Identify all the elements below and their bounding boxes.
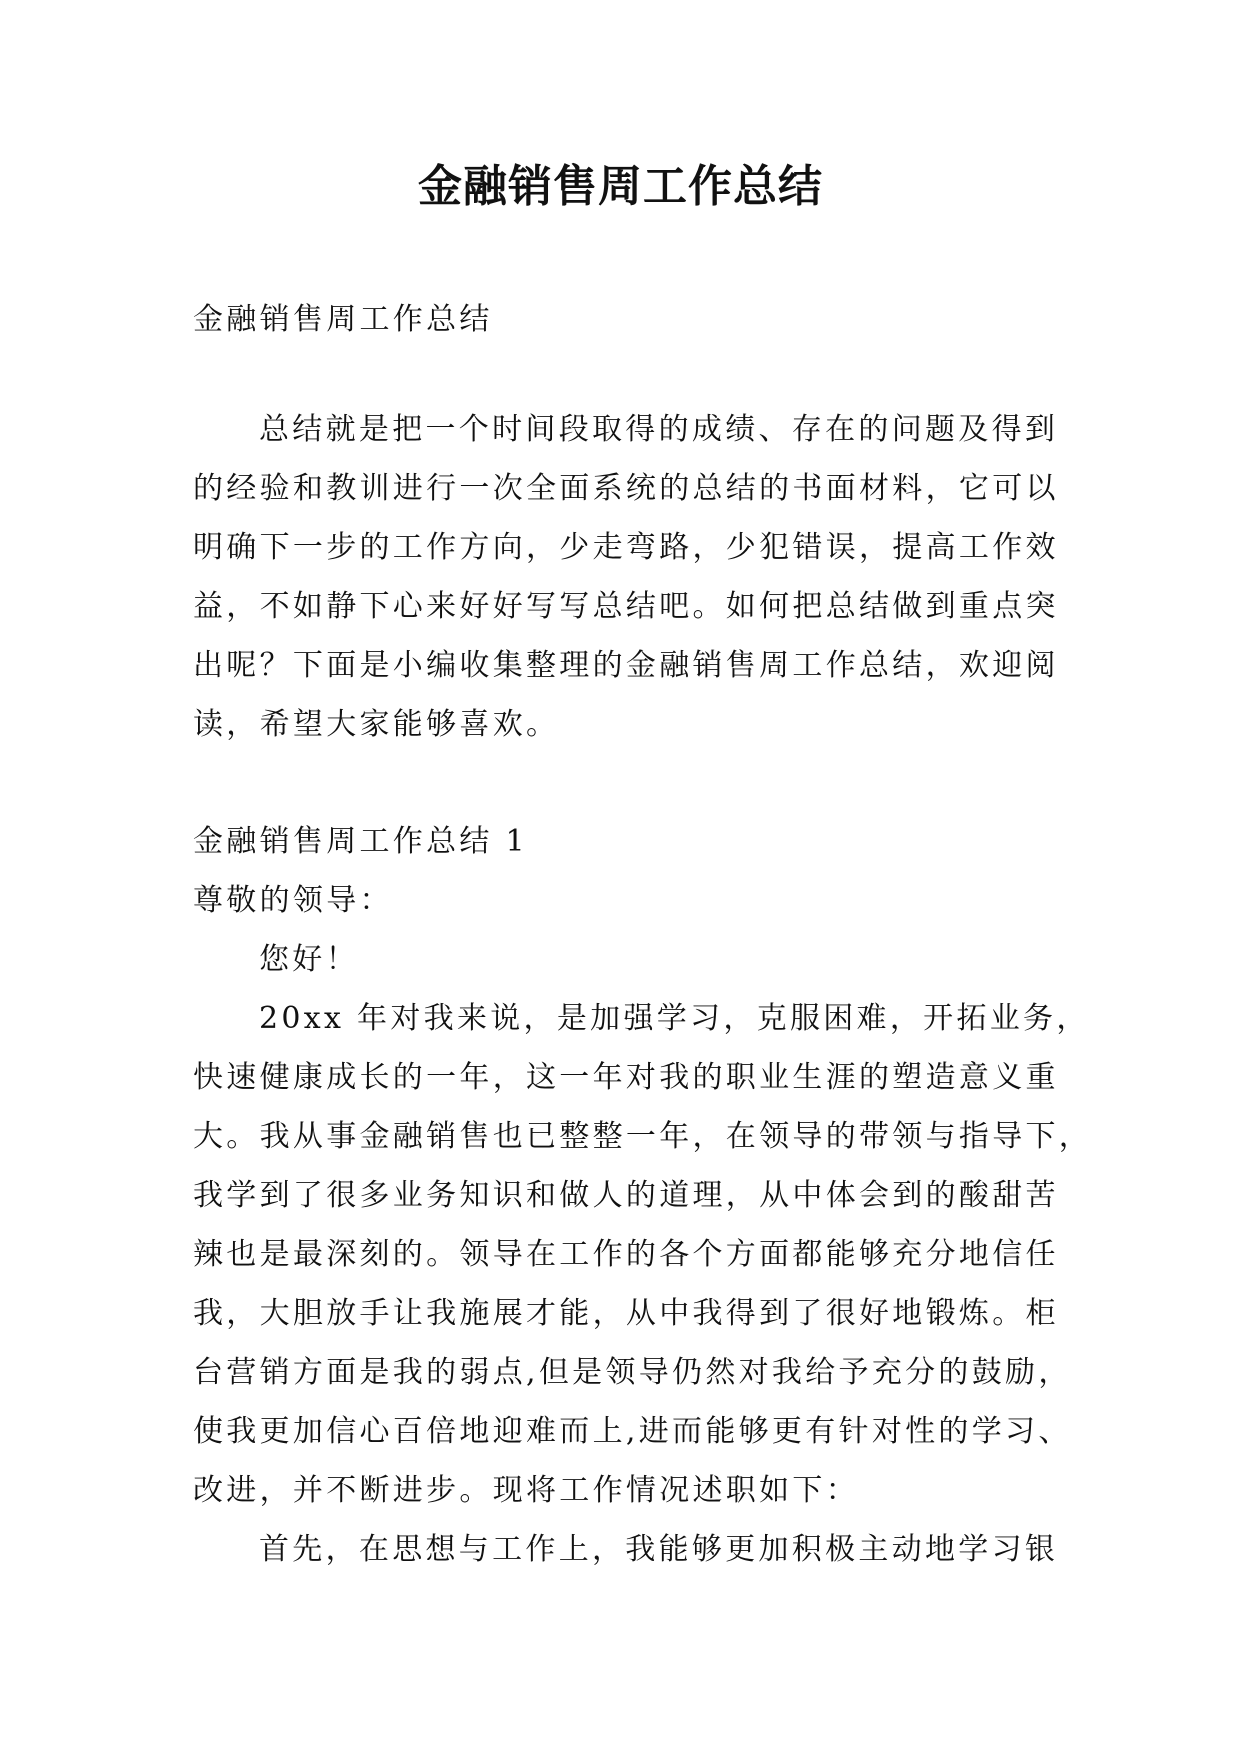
greeting: 您好！ [259, 942, 359, 977]
intro-line: 益，不如静下心来好好写写总结吧。如何把总结做到重点突 [193, 589, 1059, 624]
intro-line: 读，希望大家能够喜欢。 [193, 707, 560, 742]
paragraph-line: 辣也是最深刻的。领导在工作的各个方面都能够充分地信任 [193, 1237, 1059, 1272]
document-title: 金融销售周工作总结 [418, 161, 823, 212]
paragraph-line: 快速健康成长的一年，这一年对我的职业生涯的塑造意义重 [193, 1060, 1059, 1095]
intro-line: 明确下一步的工作方向，少走弯路，少犯错误，提高工作效 [193, 530, 1059, 565]
intro-paragraph [193, 400, 1059, 754]
intro-line: 出呢？下面是小编收集整理的金融销售周工作总结，欢迎阅 [193, 648, 1059, 683]
section-1 [193, 813, 1093, 1579]
section-title: 金融销售周工作总结 1 [193, 824, 528, 859]
paragraph-line: 我学到了很多业务知识和做人的道理，从中体会到的酸甜苦 [193, 1178, 1059, 1213]
paragraph-line: 大。我从事金融销售也已整整一年，在领导的带领与指导下， [193, 1119, 1093, 1154]
paragraph-line: 改进，并不断进步。现将工作情况述职如下： [193, 1473, 859, 1508]
paragraph-line: 首先，在思想与工作上，我能够更加积极主动地学习银 [259, 1532, 1059, 1567]
salutation: 尊敬的领导： [193, 883, 393, 918]
intro-line: 总结就是把一个时间段取得的成绩、存在的问题及得到 [259, 412, 1059, 447]
document-subtitle [193, 290, 1053, 349]
paragraph-line: 台营销方面是我的弱点,但是领导仍然对我给予充分的鼓励， [193, 1355, 1072, 1390]
paragraph-line: 我，大胆放手让我施展才能，从中我得到了很好地锻炼。柜 [193, 1296, 1059, 1331]
paragraph-line: 使我更加信心百倍地迎难而上,进而能够更有针对性的学习、 [193, 1414, 1072, 1449]
paragraph-line: 20xx 年对我来说，是加强学习，克服困难，开拓业务， [259, 1001, 1090, 1036]
intro-line: 的经验和教训进行一次全面系统的总结的书面材料，它可以 [193, 471, 1059, 506]
subtitle-text: 金融销售周工作总结 [193, 302, 493, 337]
